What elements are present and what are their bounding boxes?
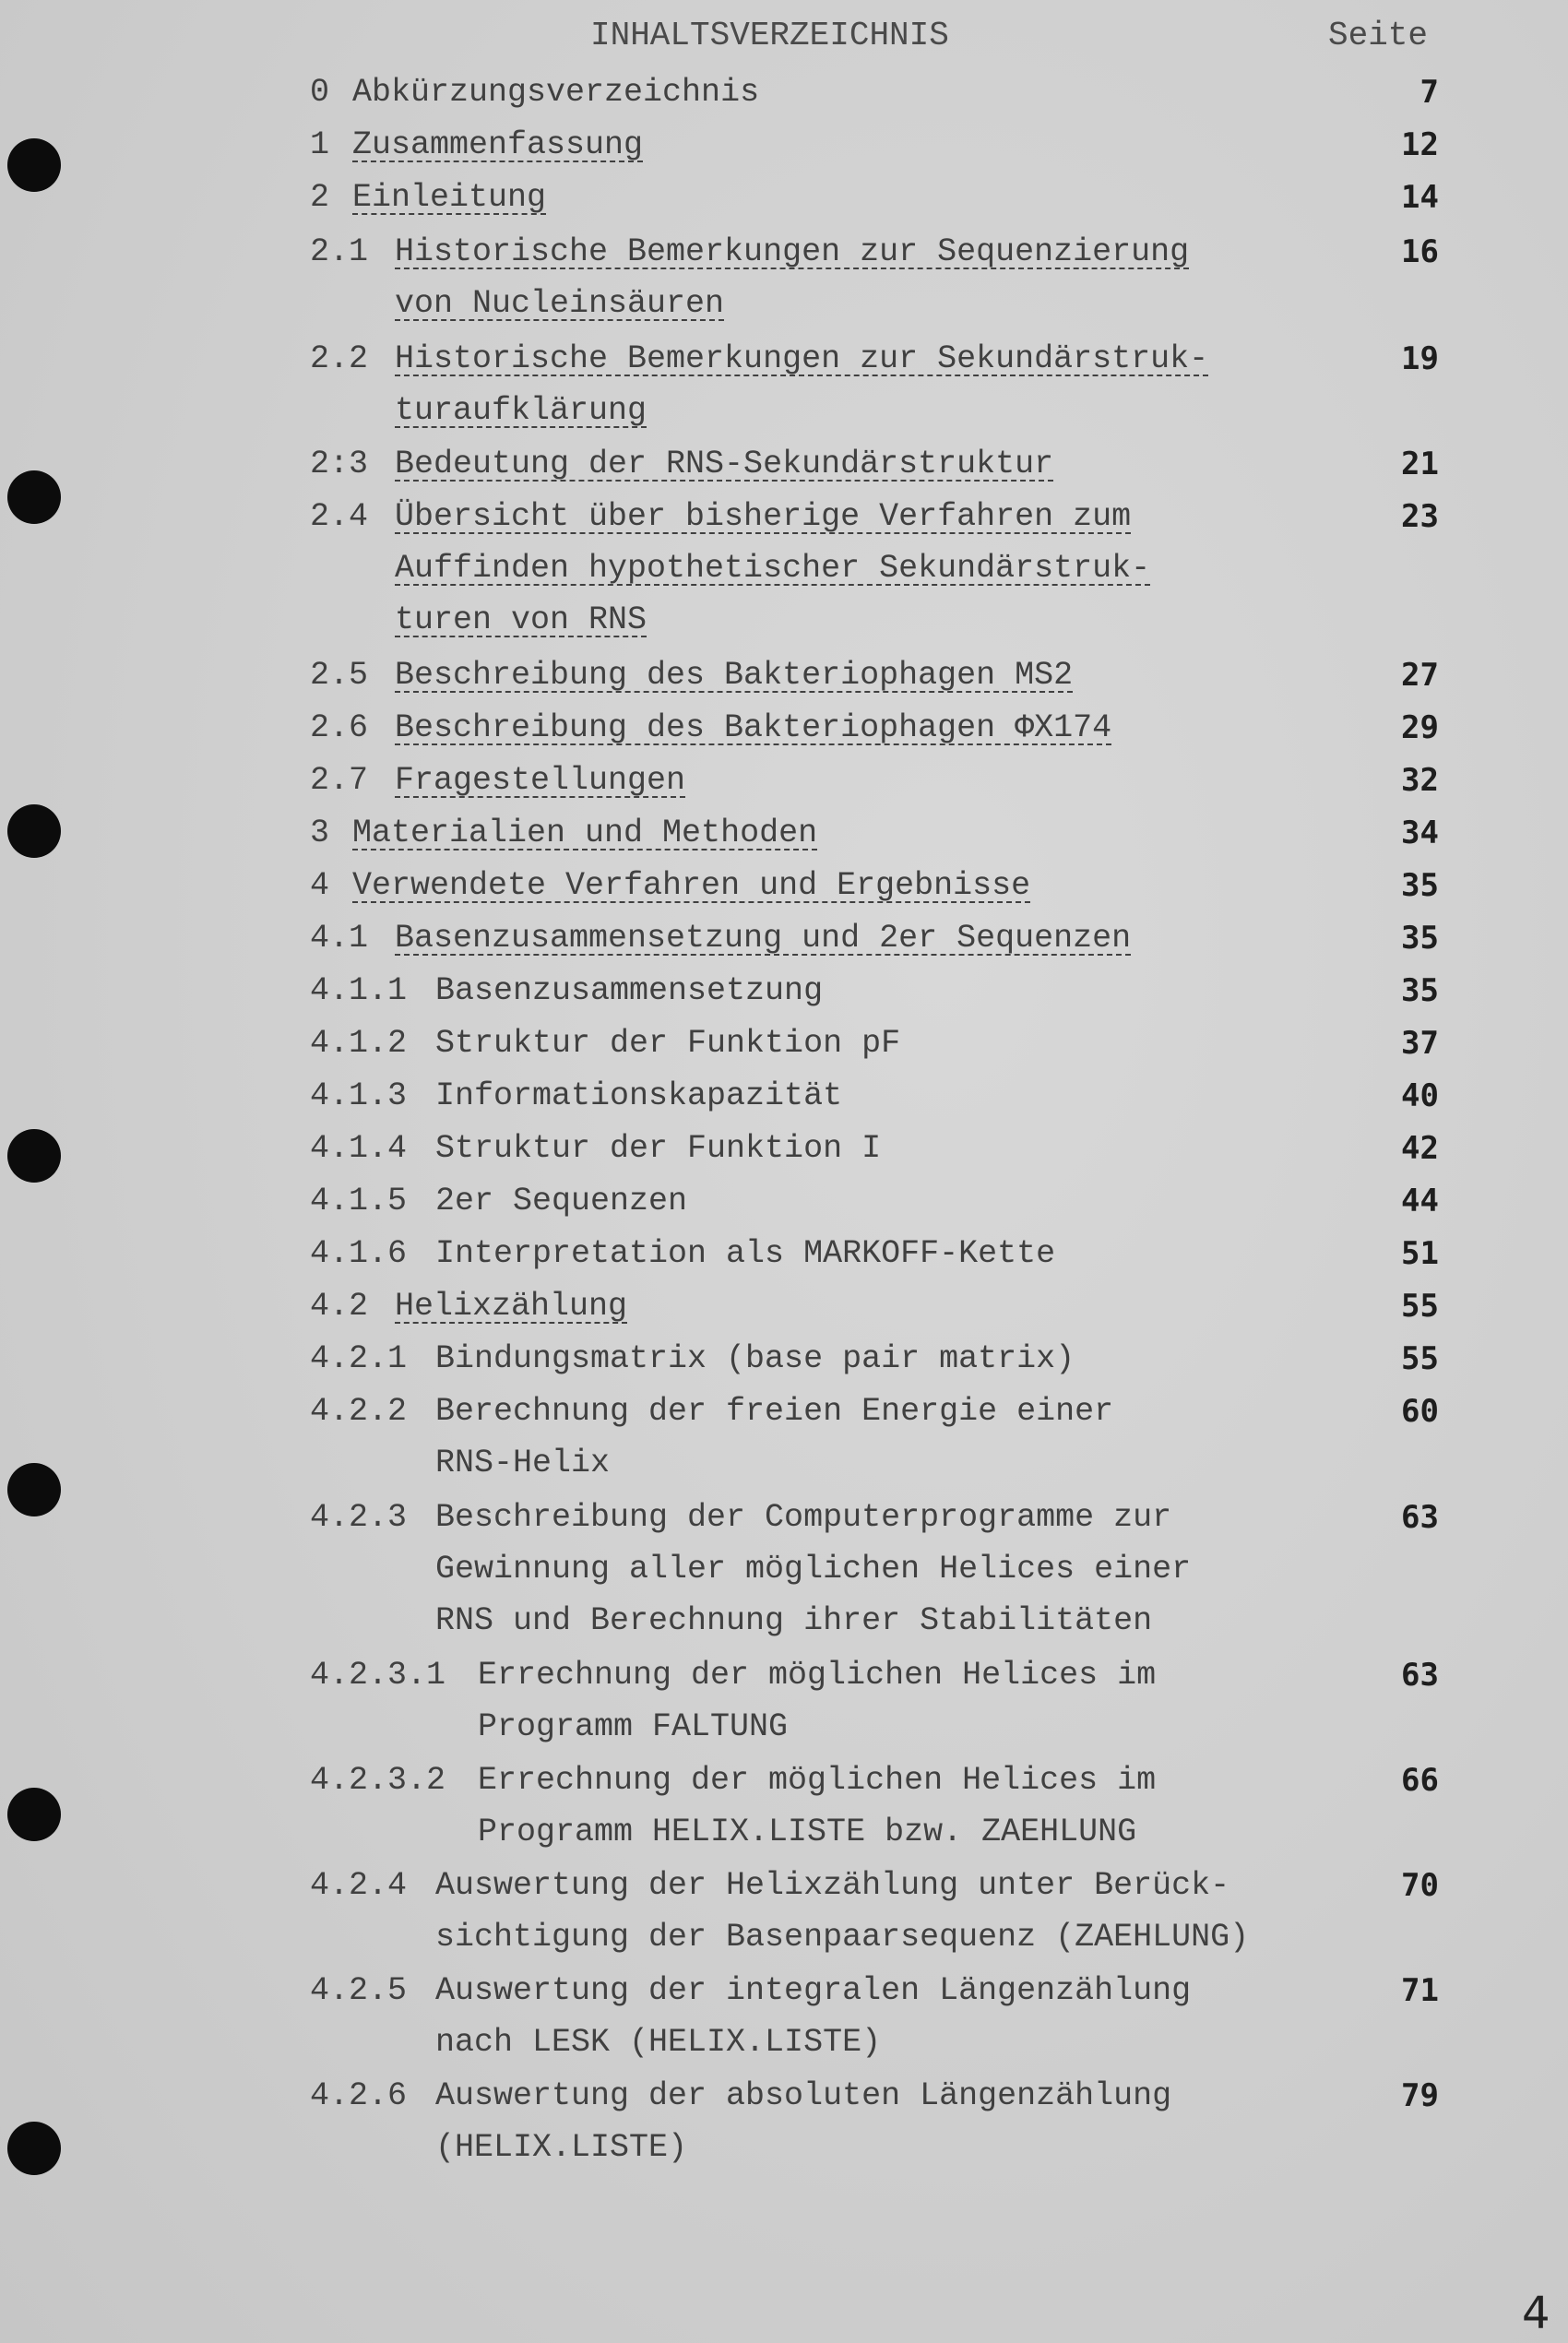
toc-entry-title-text: Helixzählung xyxy=(395,1288,628,1325)
toc-entry-number: 4.2.1 xyxy=(310,1340,408,1377)
toc-entry-number: 3 xyxy=(310,815,330,851)
toc-entry-continuation xyxy=(478,1701,788,1753)
toc-entry-title-text: Übersicht über bisherige Verfahren zum xyxy=(395,498,1132,535)
toc-entry-continuation xyxy=(478,1806,1136,1858)
toc-entry xyxy=(310,912,368,964)
toc-entry xyxy=(310,1649,445,1701)
toc-entry-page: 44 xyxy=(1401,1183,1439,1219)
toc-entry-continuation xyxy=(435,1543,1191,1595)
toc-entry-page: 35 xyxy=(1401,867,1439,904)
toc-entry-page: 51 xyxy=(1401,1235,1439,1272)
toc-entry-number: 4 xyxy=(310,867,330,904)
toc-entry-title xyxy=(435,2070,1171,2122)
toc-entry-title xyxy=(395,912,1131,964)
toc-entry xyxy=(310,1017,407,1069)
toc-entry-title-text: Interpretation als MARKOFF-Kette xyxy=(435,1235,1056,1272)
toc-entry-title xyxy=(435,1492,1171,1543)
toc-entry-title xyxy=(435,965,823,1017)
toc-entry-title-text: Historische Bemerkungen zur Sekundärstruk- xyxy=(395,340,1209,377)
toc-entry-page: 19 xyxy=(1401,340,1439,377)
toc-entry-title-text: Historische Bemerkungen zur Sequenzierung xyxy=(395,233,1190,270)
toc-entry xyxy=(310,2070,407,2122)
toc-entry-number: 1 xyxy=(310,126,330,163)
toc-entry-title-text: Berechnung der freien Energie einer xyxy=(435,1393,1114,1430)
toc-entry-continuation-text: (HELIX.LISTE) xyxy=(435,2129,688,2166)
toc-entry-page: 37 xyxy=(1401,1025,1439,1062)
toc-entry-number: 4.2.2 xyxy=(310,1393,408,1430)
toc-entry-title-text: Struktur der Funktion pF xyxy=(435,1025,901,1062)
toc-entry-title-text: Einleitung xyxy=(352,179,547,216)
toc-entry-continuation xyxy=(395,278,724,329)
toc-entry-continuation-text: RNS-Helix xyxy=(435,1445,611,1481)
toc-entry xyxy=(310,1070,407,1122)
toc-entry xyxy=(310,226,368,278)
toc-entry-page: 71 xyxy=(1401,1972,1439,2009)
toc-entry-title-text: Beschreibung des Bakteriophagen ΦX174 xyxy=(395,709,1112,746)
toc-entry-number: 4.2.4 xyxy=(310,1867,408,1904)
toc-entry xyxy=(310,965,407,1017)
toc-entry-title xyxy=(395,1280,627,1332)
punch-hole xyxy=(7,1788,61,1841)
toc-entry-page: 32 xyxy=(1401,762,1439,799)
toc-entry-title xyxy=(435,1386,1113,1437)
toc-entry-continuation xyxy=(395,385,647,436)
toc-entry-title xyxy=(352,172,546,223)
toc-entry-page: 23 xyxy=(1401,498,1439,535)
toc-entry-title-text: Materialien und Methoden xyxy=(352,815,818,851)
toc-entry-title xyxy=(352,66,759,118)
punch-hole xyxy=(7,1463,61,1516)
toc-entry-number: 2.7 xyxy=(310,762,369,799)
toc-entry-page: 12 xyxy=(1401,126,1439,163)
toc-entry-title-text: Beschreibung des Bakteriophagen MS2 xyxy=(395,657,1074,694)
toc-entry-page: 40 xyxy=(1401,1077,1439,1114)
toc-entry-page: 34 xyxy=(1401,815,1439,851)
toc-entry-continuation-text: Programm HELIX.LISTE bzw. ZAEHLUNG xyxy=(478,1814,1137,1850)
toc-entry-page: 35 xyxy=(1401,920,1439,957)
toc-entry-title-text: Bedeutung der RNS-Sekundärstruktur xyxy=(395,446,1054,482)
toc-entry-title-text: 2er Sequenzen xyxy=(435,1183,688,1219)
toc-entry-continuation xyxy=(435,2122,687,2173)
toc-entry-continuation xyxy=(435,2016,881,2068)
toc-entry-title-text: Abkürzungsverzeichnis xyxy=(352,74,760,111)
toc-entry-continuation-text: RNS und Berechnung ihrer Stabilitäten xyxy=(435,1602,1153,1639)
toc-entry-page: 14 xyxy=(1401,179,1439,216)
toc-entry-page: 70 xyxy=(1401,1867,1439,1904)
toc-entry-number: 0 xyxy=(310,74,330,111)
toc-entry xyxy=(310,1492,407,1543)
toc-entry xyxy=(310,172,329,223)
toc-entry-number: 4.1.5 xyxy=(310,1183,408,1219)
toc-entry-page: 66 xyxy=(1401,1762,1439,1799)
toc-entry-number: 2 xyxy=(310,179,330,216)
toc-entry-title-text: Zusammenfassung xyxy=(352,126,644,163)
toc-entry-title xyxy=(435,1123,881,1174)
toc-entry-number: 4.1 xyxy=(310,920,369,957)
toc-entry-page: 60 xyxy=(1401,1393,1439,1430)
toc-entry xyxy=(310,1386,407,1437)
toc-entry-page: 55 xyxy=(1401,1288,1439,1325)
toc-entry xyxy=(310,649,368,701)
toc-entry-number: 4.1.1 xyxy=(310,972,408,1009)
toc-entry xyxy=(310,1123,407,1174)
toc-entry-page: 35 xyxy=(1401,972,1439,1009)
toc-entry-number: 4.2.6 xyxy=(310,2077,408,2114)
toc-entry-page: 29 xyxy=(1401,709,1439,746)
toc-entry-title xyxy=(478,1754,1156,1806)
toc-entry-page: 55 xyxy=(1401,1340,1439,1377)
toc-entry-continuation-text: von Nucleinsäuren xyxy=(395,285,725,322)
toc-entry-title xyxy=(352,860,1030,911)
toc-entry-continuation xyxy=(435,1911,1249,1963)
toc-entry-number: 4.1.2 xyxy=(310,1025,408,1062)
toc-entry-continuation xyxy=(395,542,1150,594)
toc-entry-title xyxy=(435,1070,842,1122)
toc-entry-title-text: Auswertung der integralen Längenzählung xyxy=(435,1972,1192,2009)
toc-entry-page: 79 xyxy=(1401,2077,1439,2114)
toc-entry-number: 4.2 xyxy=(310,1288,369,1325)
toc-entry xyxy=(310,807,329,859)
toc-entry-title-text: Basenzusammensetzung xyxy=(435,972,824,1009)
toc-entry-number: 2.1 xyxy=(310,233,369,270)
toc-entry-continuation-text: Gewinnung aller möglichen Helices einer xyxy=(435,1551,1192,1588)
toc-entry-title xyxy=(478,1649,1156,1701)
toc-entry-page: 63 xyxy=(1401,1499,1439,1536)
toc-entry-number: 2.4 xyxy=(310,498,369,535)
toc-entry-title-text: Auswertung der absoluten Längenzählung xyxy=(435,2077,1172,2114)
punch-hole xyxy=(7,470,61,524)
toc-entry-title xyxy=(352,807,817,859)
toc-entry-number: 2.6 xyxy=(310,709,369,746)
toc-entry-title xyxy=(435,1228,1055,1279)
toc-entry-title xyxy=(435,1965,1191,2016)
toc-entry-title xyxy=(435,1175,687,1227)
toc-entry xyxy=(310,1228,407,1279)
toc-entry-continuation-text: turaufklärung xyxy=(395,392,647,429)
toc-entry-number: 4.1.6 xyxy=(310,1235,408,1272)
toc-entry-page: 42 xyxy=(1401,1130,1439,1167)
toc-entry-continuation-text: sichtigung der Basenpaarsequenz (ZAEHLUNG) xyxy=(435,1919,1250,1956)
toc-entry xyxy=(310,755,368,806)
toc-entry-title xyxy=(395,649,1073,701)
toc-entry-number: 2:3 xyxy=(310,446,369,482)
toc-entry xyxy=(310,1280,368,1332)
toc-entry xyxy=(310,1754,445,1806)
toc-entry-title-text: Errechnung der möglichen Helices im xyxy=(478,1657,1157,1694)
toc-entry xyxy=(310,702,368,754)
toc-entry-title-text: Verwendete Verfahren und Ergebnisse xyxy=(352,867,1031,904)
toc-entry-title xyxy=(395,226,1189,278)
toc-entry-title xyxy=(352,119,643,171)
toc-entry-page: 7 xyxy=(1420,74,1439,111)
toc-entry-continuation-text: nach LESK (HELIX.LISTE) xyxy=(435,2024,882,2061)
toc-entry-page: 27 xyxy=(1401,657,1439,694)
toc-entry-number: 4.2.5 xyxy=(310,1972,408,2009)
toc-entry-title xyxy=(395,702,1111,754)
toc-entry-title-text: Basenzusammensetzung und 2er Sequenzen xyxy=(395,920,1132,957)
toc-entry-title xyxy=(395,491,1131,542)
punch-hole xyxy=(7,138,61,192)
toc-entry-title-text: Struktur der Funktion I xyxy=(435,1130,882,1167)
toc-entry-title-text: Beschreibung der Computerprogramme zur xyxy=(435,1499,1172,1536)
toc-entry-continuation-text: turen von RNS xyxy=(395,601,647,638)
toc-entry xyxy=(310,66,329,118)
toc-entry xyxy=(310,333,368,385)
page-column-label: Seite xyxy=(1328,17,1429,54)
toc-entry-title xyxy=(435,1017,900,1069)
toc-entry-continuation-text: Auffinden hypothetischer Sekundärstruk- xyxy=(395,550,1151,587)
toc-entry-continuation xyxy=(395,594,647,646)
toc-entry-title-text: Informationskapazität xyxy=(435,1077,843,1114)
toc-entry-page: 16 xyxy=(1401,233,1439,270)
page-number: 4 xyxy=(1522,2288,1550,2339)
toc-entry xyxy=(310,491,368,542)
toc-entry xyxy=(310,438,368,490)
toc-entry-title-text: Errechnung der möglichen Helices im xyxy=(478,1762,1157,1799)
toc-entry-number: 2.5 xyxy=(310,657,369,694)
toc-entry-continuation-text: Programm FALTUNG xyxy=(478,1708,789,1745)
toc-entry-page: 21 xyxy=(1401,446,1439,482)
toc-entry-title xyxy=(395,333,1208,385)
toc-entry-title-text: Fragestellungen xyxy=(395,762,686,799)
toc-entry-title-text: Auswertung der Helixzählung unter Berück- xyxy=(435,1867,1230,1904)
toc-entry-number: 4.1.3 xyxy=(310,1077,408,1114)
toc-entry-title xyxy=(435,1333,1075,1385)
toc-title: INHALTSVERZEICHNIS xyxy=(590,17,949,54)
toc-entry-page: 63 xyxy=(1401,1657,1439,1694)
toc-entry xyxy=(310,1965,407,2016)
toc-entry xyxy=(310,1333,407,1385)
toc-entry-title xyxy=(395,438,1053,490)
punch-hole xyxy=(7,2122,61,2175)
toc-entry-continuation xyxy=(435,1595,1152,1647)
toc-entry-number: 4.1.4 xyxy=(310,1130,408,1167)
toc-entry xyxy=(310,860,329,911)
toc-entry-title xyxy=(395,755,685,806)
toc-entry-title xyxy=(435,1860,1229,1911)
punch-hole xyxy=(7,1129,61,1183)
toc-entry xyxy=(310,119,329,171)
toc-entry-number: 4.2.3.2 xyxy=(310,1762,446,1799)
toc-entry-title-text: Bindungsmatrix (base pair matrix) xyxy=(435,1340,1075,1377)
toc-entry xyxy=(310,1860,407,1911)
toc-entry xyxy=(310,1175,407,1227)
toc-entry-number: 2.2 xyxy=(310,340,369,377)
punch-hole xyxy=(7,804,61,858)
toc-entry-continuation xyxy=(435,1437,610,1489)
toc-entry-number: 4.2.3.1 xyxy=(310,1657,446,1694)
toc-entry-number: 4.2.3 xyxy=(310,1499,408,1536)
